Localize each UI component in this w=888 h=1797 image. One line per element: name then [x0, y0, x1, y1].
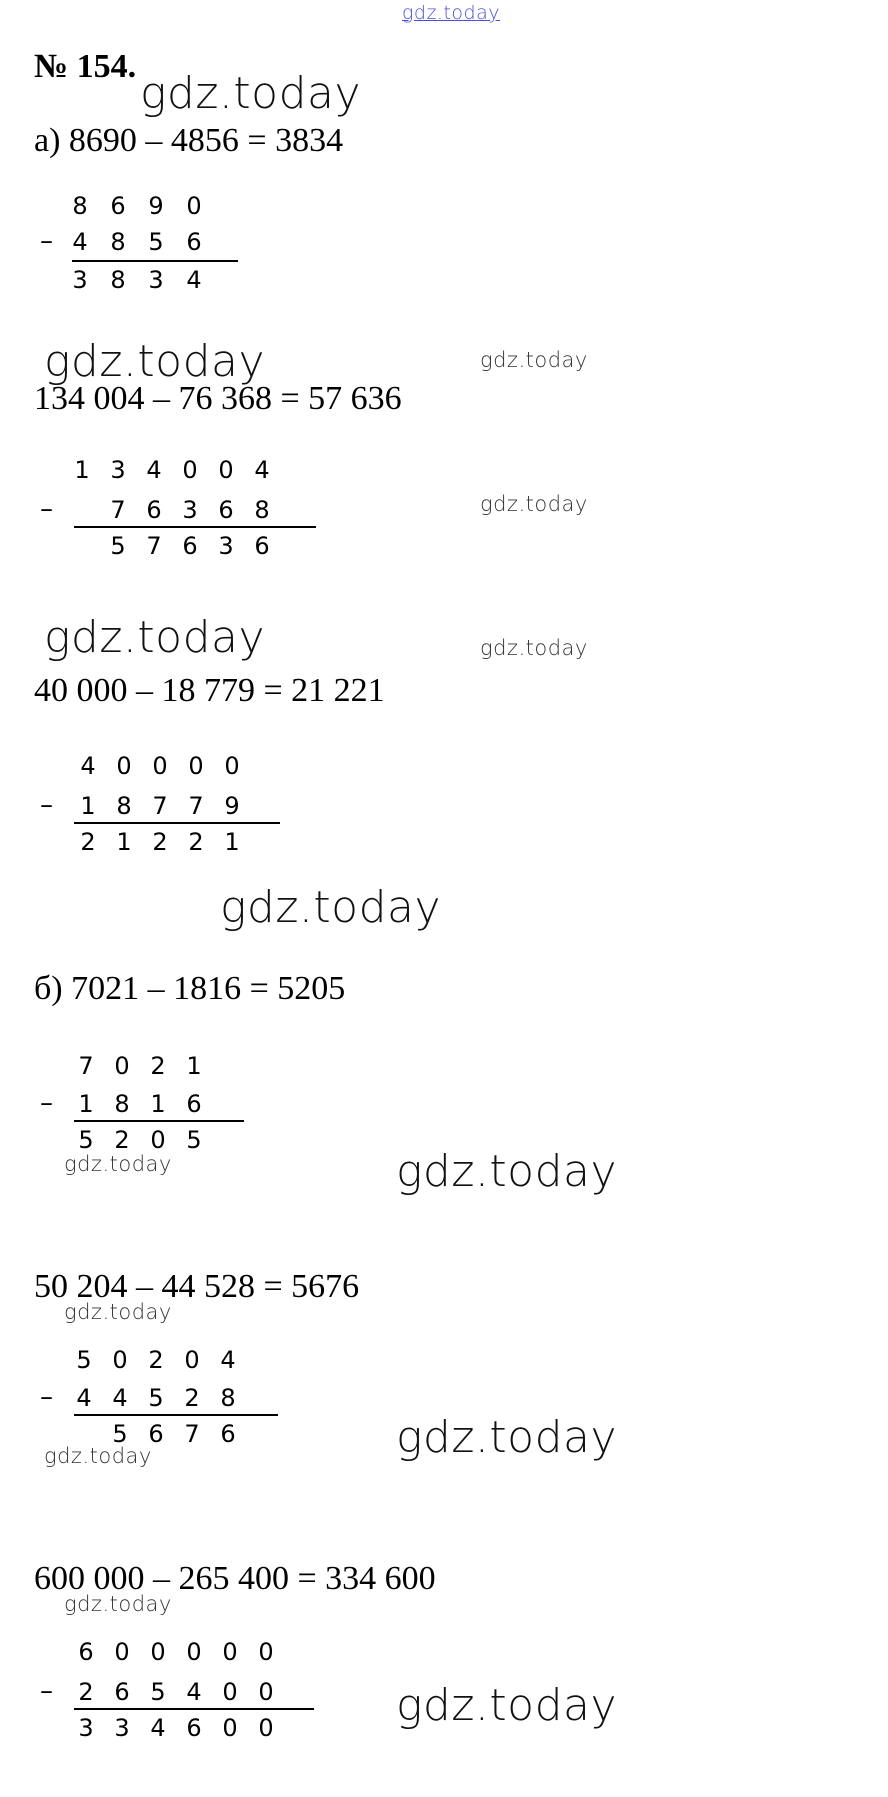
digit: 3	[148, 266, 164, 294]
digit: 2	[114, 1126, 130, 1154]
digit: 0	[184, 1346, 200, 1374]
digit: 5	[110, 532, 126, 560]
minus-sign: –	[40, 1088, 53, 1118]
digit: 4	[76, 1384, 92, 1412]
watermark-3: gdz.today	[480, 348, 588, 372]
digit: 6	[220, 1420, 236, 1448]
digit: 2	[150, 1052, 166, 1080]
sum-line	[74, 822, 280, 824]
digit: 8	[220, 1384, 236, 1412]
digit: 0	[114, 1052, 130, 1080]
problem-title: № 154.	[34, 48, 137, 85]
digit: 2	[188, 828, 204, 856]
digit: 7	[146, 532, 162, 560]
digit: 0	[258, 1714, 274, 1742]
minus-sign: –	[40, 494, 53, 524]
sum-line	[74, 1708, 314, 1710]
watermark-5: gdz.today	[44, 612, 266, 663]
digit: 8	[72, 192, 88, 220]
digit: 6	[254, 532, 270, 560]
digit: 0	[222, 1638, 238, 1666]
minus-sign: –	[40, 226, 53, 256]
column-subtraction-3	[40, 754, 260, 854]
sum-line	[72, 260, 238, 262]
equation-4: б) 7021 – 1816 = 5205	[34, 970, 346, 1007]
digit: 5	[186, 1126, 202, 1154]
minus-sign: –	[40, 1382, 53, 1412]
digit: 3	[182, 496, 198, 524]
digit: 4	[186, 1678, 202, 1706]
digit: 6	[110, 192, 126, 220]
digit: 6	[218, 496, 234, 524]
column-subtraction-2	[40, 458, 300, 558]
watermark-11: gdz.today	[44, 1444, 152, 1468]
digit: 8	[110, 228, 126, 256]
digit: 7	[110, 496, 126, 524]
digit: 3	[114, 1714, 130, 1742]
equation-6: 600 000 – 265 400 = 334 600	[34, 1560, 436, 1597]
digit: 0	[222, 1714, 238, 1742]
watermark-top: gdz.today	[402, 2, 500, 24]
digit: 1	[150, 1090, 166, 1118]
digit: 5	[148, 228, 164, 256]
digit: 0	[186, 192, 202, 220]
digit: 3	[78, 1714, 94, 1742]
watermark-13: gdz.today	[64, 1592, 172, 1616]
watermark-6: gdz.today	[480, 636, 588, 660]
digit: 7	[78, 1052, 94, 1080]
column-subtraction-6	[40, 1640, 300, 1740]
column-subtraction-5	[40, 1348, 260, 1448]
digit: 5	[148, 1384, 164, 1412]
digit: 0	[222, 1678, 238, 1706]
equation-5: 50 204 – 44 528 = 5676	[34, 1268, 360, 1305]
digit: 8	[114, 1090, 130, 1118]
digit: 0	[258, 1638, 274, 1666]
digit: 2	[148, 1346, 164, 1374]
digit: 3	[218, 532, 234, 560]
digit: 3	[72, 266, 88, 294]
watermark-2: gdz.today	[44, 336, 266, 387]
digit: 6	[186, 1090, 202, 1118]
digit: 6	[146, 496, 162, 524]
column-subtraction-1	[40, 194, 220, 294]
watermark-14: gdz.today	[396, 1680, 618, 1731]
digit: 4	[80, 752, 96, 780]
digit: 0	[188, 752, 204, 780]
digit: 1	[224, 828, 240, 856]
digit: 6	[182, 532, 198, 560]
sum-line	[74, 1120, 244, 1122]
digit: 0	[218, 456, 234, 484]
watermark-12: gdz.today	[396, 1412, 618, 1463]
digit: 5	[150, 1678, 166, 1706]
digit: 9	[148, 192, 164, 220]
watermark-1: gdz.today	[140, 68, 362, 119]
digit: 4	[254, 456, 270, 484]
minus-sign: –	[40, 790, 53, 820]
watermark-8: gdz.today	[64, 1152, 172, 1176]
digit: 7	[152, 792, 168, 820]
digit: 0	[150, 1638, 166, 1666]
minus-sign: –	[40, 1676, 53, 1706]
sum-line	[74, 526, 316, 528]
digit: 2	[78, 1678, 94, 1706]
digit: 8	[110, 266, 126, 294]
digit: 0	[152, 752, 168, 780]
digit: 8	[116, 792, 132, 820]
digit: 7	[184, 1420, 200, 1448]
watermark-7: gdz.today	[220, 882, 442, 933]
digit: 6	[114, 1678, 130, 1706]
watermark-10: gdz.today	[64, 1300, 172, 1324]
digit: 4	[220, 1346, 236, 1374]
watermark-4: gdz.today	[480, 492, 588, 516]
digit: 5	[112, 1420, 128, 1448]
digit: 1	[78, 1090, 94, 1118]
digit: 4	[146, 456, 162, 484]
digit: 2	[152, 828, 168, 856]
digit: 1	[74, 456, 90, 484]
sum-line	[74, 1414, 278, 1416]
digit: 0	[182, 456, 198, 484]
digit: 0	[186, 1638, 202, 1666]
digit: 8	[254, 496, 270, 524]
digit: 0	[224, 752, 240, 780]
digit: 1	[80, 792, 96, 820]
digit: 0	[150, 1126, 166, 1154]
digit: 0	[116, 752, 132, 780]
digit: 9	[224, 792, 240, 820]
digit: 0	[258, 1678, 274, 1706]
digit: 6	[148, 1420, 164, 1448]
digit: 4	[72, 228, 88, 256]
digit: 3	[110, 456, 126, 484]
digit: 1	[186, 1052, 202, 1080]
digit: 6	[78, 1638, 94, 1666]
digit: 0	[114, 1638, 130, 1666]
digit: 6	[186, 1714, 202, 1742]
digit: 1	[116, 828, 132, 856]
digit: 4	[112, 1384, 128, 1412]
watermark-9: gdz.today	[396, 1146, 618, 1197]
equation-1: а) 8690 – 4856 = 3834	[34, 122, 344, 159]
equation-3: 40 000 – 18 779 = 21 221	[34, 672, 385, 709]
digit: 4	[150, 1714, 166, 1742]
digit: 6	[186, 228, 202, 256]
digit: 2	[80, 828, 96, 856]
digit: 5	[76, 1346, 92, 1374]
equation-2: 134 004 – 76 368 = 57 636	[34, 380, 402, 417]
digit: 5	[78, 1126, 94, 1154]
column-subtraction-4	[40, 1054, 220, 1154]
digit: 7	[188, 792, 204, 820]
digit: 0	[112, 1346, 128, 1374]
digit: 2	[184, 1384, 200, 1412]
digit: 4	[186, 266, 202, 294]
